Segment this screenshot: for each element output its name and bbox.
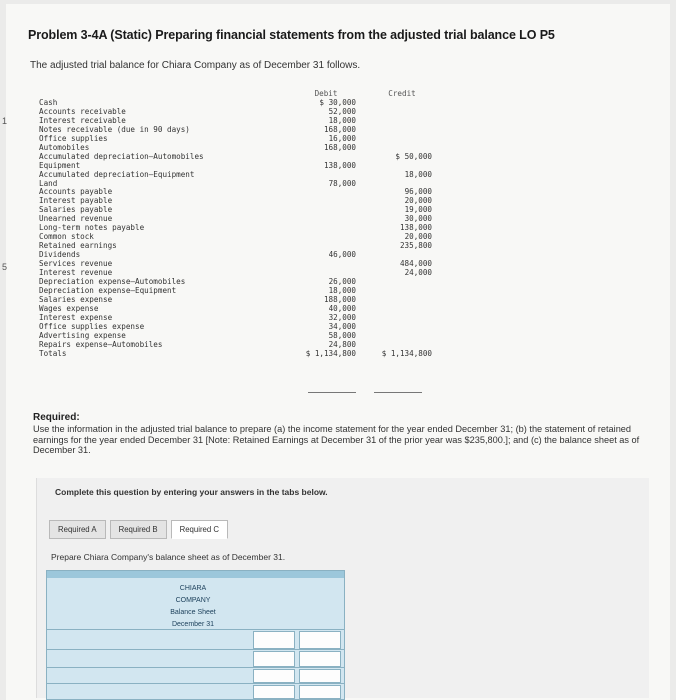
debit-header: Debit <box>314 89 338 98</box>
account-name: Accounts payable <box>39 187 113 197</box>
statement-date: December 31 <box>171 621 215 628</box>
amount-input[interactable] <box>299 631 341 649</box>
credit-amount: 235,800 <box>399 241 432 251</box>
debit-amount: 26,000 <box>328 277 356 287</box>
debit-amount: 32,000 <box>328 312 356 322</box>
account-name: Common stock <box>39 232 94 242</box>
answer-panel <box>36 478 649 698</box>
credit-amount <box>372 287 432 296</box>
debit-amount: 138,000 <box>323 160 356 170</box>
debit-amount: 24,800 <box>328 339 356 349</box>
debit-amount <box>296 215 356 224</box>
account-name: Interest payable <box>39 196 113 206</box>
debit-amount <box>296 224 356 233</box>
amount-input[interactable] <box>253 631 295 649</box>
credit-amount: $ 1,134,800 <box>381 348 432 358</box>
account-name: Salaries expense <box>39 294 113 304</box>
statement-header <box>163 583 223 631</box>
debit-amount: 16,000 <box>328 133 356 143</box>
credit-amount <box>372 135 432 144</box>
debit-amount: 34,000 <box>328 321 356 331</box>
account-name: Interest expense <box>39 312 113 322</box>
debit-amount <box>296 197 356 206</box>
prepare-instruction: Prepare Chiara Company's balance sheet as of December 31. <box>51 552 286 562</box>
account-name: Accumulated depreciation—Equipment <box>39 169 195 179</box>
complete-instruction: Complete this question by entering your answers in the tabs below. <box>55 487 328 497</box>
debit-amount: $ 1,134,800 <box>305 348 356 358</box>
credit-amount <box>372 296 432 305</box>
credit-header: Credit <box>388 89 416 98</box>
debit-amount: $ 30,000 <box>319 97 356 107</box>
account-name: Accumulated depreciation—Automobiles <box>39 151 204 161</box>
account-name: Wages expense <box>39 303 99 313</box>
credit-amount <box>372 126 432 135</box>
statement-name: Balance Sheet <box>170 609 216 616</box>
credit-amount: 24,000 <box>404 268 432 278</box>
account-name: Cash <box>39 97 58 107</box>
account-name: Equipment <box>39 160 81 170</box>
required-heading: Required: <box>33 412 80 423</box>
margin-mark: 1 <box>2 116 8 126</box>
debit-amount: 52,000 <box>328 106 356 116</box>
credit-amount: 484,000 <box>399 259 432 269</box>
account-name: Unearned revenue <box>39 214 113 224</box>
debit-amount <box>296 233 356 242</box>
account-name: Automobiles <box>39 142 90 152</box>
debit-total-rule <box>308 392 356 393</box>
credit-amount <box>372 117 432 126</box>
debit-amount <box>296 260 356 269</box>
intro-text: The adjusted trial balance for Chiara Company as of December 31 follows. <box>30 60 361 71</box>
debit-amount: 188,000 <box>323 294 356 304</box>
tab-required-a[interactable]: Required A <box>49 520 106 539</box>
account-name: Long-term notes payable <box>39 223 145 233</box>
account-name: Interest receivable <box>39 115 126 125</box>
account-name: Salaries payable <box>39 205 113 215</box>
credit-amount <box>372 278 432 287</box>
amount-input[interactable] <box>299 651 341 667</box>
credit-amount: 20,000 <box>404 232 432 242</box>
required-text: Use the information in the adjusted trial balance to prepare (a) the income statement for the year ended December 31; (b) the statement of retained earnings for the year ended December 31 [Note: Retained Earnings at December 31 of the prior year was $235,800.]; and (c) the balance sheet as of December 31. <box>33 424 640 455</box>
amount-input[interactable] <box>299 669 341 683</box>
problem-title: Problem 3-4A (Static) Preparing financial statements from the adjusted trial balance LO P5 <box>28 28 555 42</box>
credit-amount <box>372 323 432 332</box>
account-name: Office supplies expense <box>39 321 145 331</box>
grid-rule <box>47 649 344 650</box>
credit-amount: 30,000 <box>404 214 432 224</box>
credit-amount <box>372 99 432 108</box>
amount-input[interactable] <box>253 651 295 667</box>
debit-amount: 46,000 <box>328 250 356 260</box>
problem-page <box>2 4 670 700</box>
account-name: Land <box>39 178 58 188</box>
credit-amount <box>372 305 432 314</box>
amount-input[interactable] <box>299 685 341 699</box>
account-name: Depreciation expense—Equipment <box>39 285 177 295</box>
debit-amount: 58,000 <box>328 330 356 340</box>
account-name: Interest revenue <box>39 268 113 278</box>
debit-amount: 78,000 <box>328 178 356 188</box>
credit-amount <box>372 332 432 341</box>
credit-total-rule <box>374 392 422 393</box>
debit-amount <box>296 206 356 215</box>
grid-header-bar <box>47 571 344 578</box>
account-name: Services revenue <box>39 259 113 269</box>
tab-required-c[interactable]: Required C <box>171 520 228 539</box>
requirement-tabs <box>49 520 232 539</box>
account-name: Office supplies <box>39 133 108 143</box>
account-list <box>39 90 299 359</box>
credit-amount: $ 50,000 <box>395 151 432 161</box>
credit-amount: 96,000 <box>404 187 432 197</box>
amount-input[interactable] <box>253 669 295 683</box>
debit-column <box>296 90 356 359</box>
margin-mark: 5 <box>2 262 8 272</box>
grid-rule <box>47 629 344 630</box>
debit-amount: 18,000 <box>328 285 356 295</box>
debit-amount: 168,000 <box>323 124 356 134</box>
account-name: Accounts receivable <box>39 106 126 116</box>
account-name: Retained earnings <box>39 241 117 251</box>
credit-amount: 19,000 <box>404 205 432 215</box>
account-header-spacer <box>39 90 299 99</box>
credit-amount <box>372 108 432 117</box>
balance-sheet-grid <box>46 570 345 700</box>
account-name: Depreciation expense—Automobiles <box>39 277 186 287</box>
account-name: Advertising expense <box>39 330 126 340</box>
account-name: Notes receivable (due in 90 days) <box>39 124 190 134</box>
tab-required-b[interactable]: Required B <box>110 520 167 539</box>
credit-column <box>372 90 432 359</box>
debit-amount: 40,000 <box>328 303 356 313</box>
debit-amount: 18,000 <box>328 115 356 125</box>
company-name: CHIARA COMPANY <box>175 585 211 604</box>
grid-rule <box>47 683 344 684</box>
debit-amount <box>296 188 356 197</box>
account-name: Repairs expense—Automobiles <box>39 339 163 349</box>
credit-amount: 20,000 <box>404 196 432 206</box>
credit-amount <box>372 314 432 323</box>
amount-input[interactable] <box>253 685 295 699</box>
credit-amount: 138,000 <box>399 223 432 233</box>
grid-rule <box>47 667 344 668</box>
account-name: Dividends <box>39 250 81 260</box>
account-name: Totals <box>39 348 67 358</box>
credit-amount: 18,000 <box>404 169 432 179</box>
debit-amount: 168,000 <box>323 142 356 152</box>
